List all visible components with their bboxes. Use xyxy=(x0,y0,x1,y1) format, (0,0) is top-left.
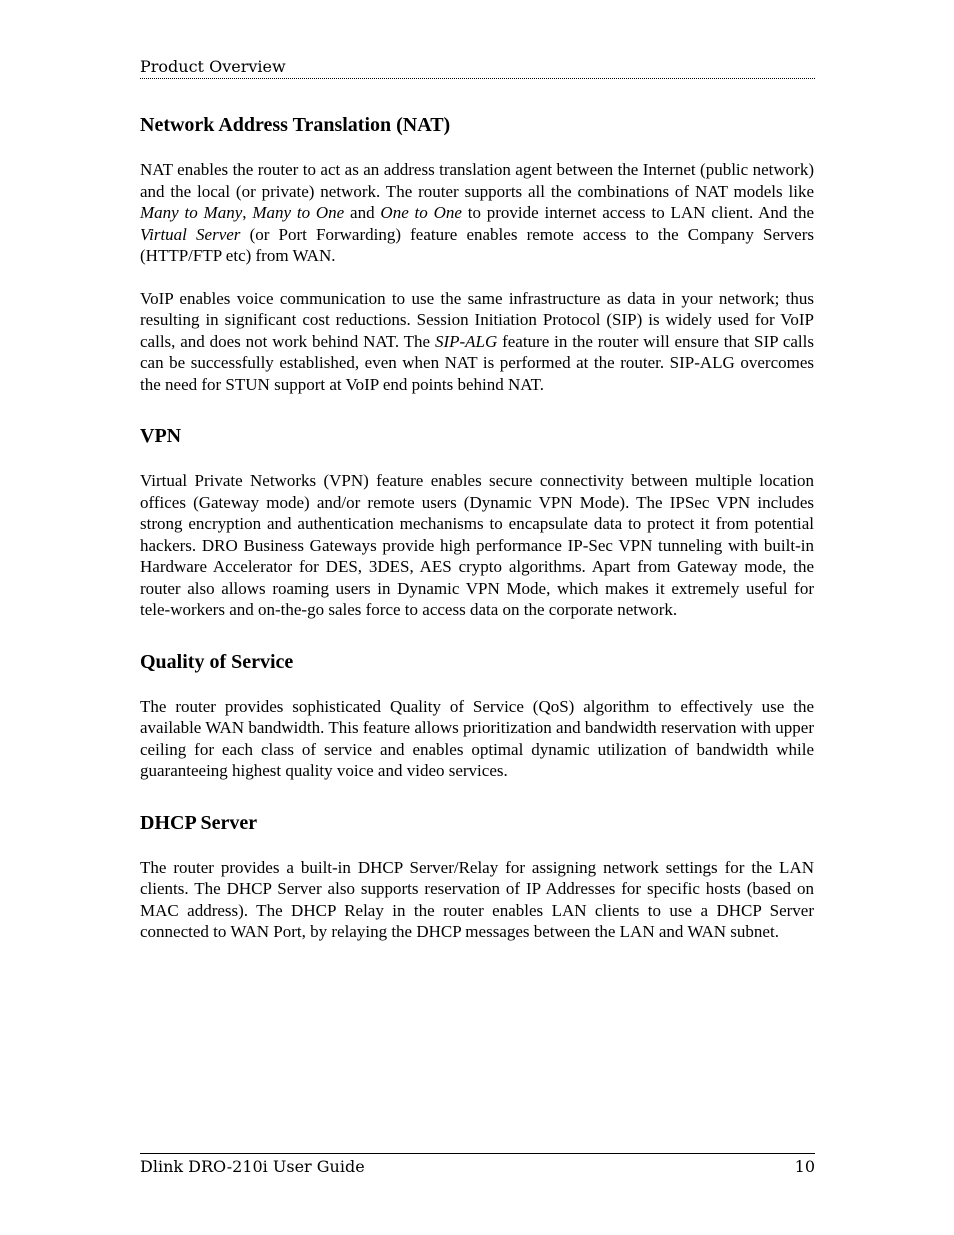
emphasis-one-to-one: One to One xyxy=(380,203,462,222)
page-number: 10 xyxy=(794,1157,815,1176)
text-run: to provide internet access to LAN client. And the xyxy=(461,203,815,222)
emphasis-virtual-server: Virtual Server xyxy=(140,224,241,244)
text-run: NAT enables the router to act as an address translation agent between the Internet (public network) and the local (or private) network. The router supports all the combinations of NAT models like xyxy=(140,160,814,201)
vpn-paragraph: Virtual Private Networks (VPN) feature enables secure connectivity between multiple location offices (Gateway mode) and/or remote users (Dynamic VPN Mode). The IPSec VPN includes strong encryption and authentication mechanisms to encapsulate data to protect it from potential hackers. DRO Business Gateways provide high performance IP-Sec VPN tunneling with built-in Hardware Accelerator for DES, 3DES, AES crypto algorithms. Apart from Gateway mode, the router also allows roaming users in Dynamic VPN Mode, which makes it extremely useful for tele-workers and on-the-go sales force to access data on the corporate network. xyxy=(140,471,814,619)
qos-paragraph: The router provides sophisticated Quality of Service (QoS) algorithm to effectively use the available WAN bandwidth. This feature allows prioritization and bandwidth reservation with upper ceiling for each class of service and enables optimal dynamic utilization of bandwidth while guaranteeing highest quality voice and video services. xyxy=(140,696,814,780)
section-title-nat: Network Address Translation (NAT) xyxy=(140,114,451,136)
nat-paragraph-1 xyxy=(140,159,814,267)
running-header: Product Overview xyxy=(140,57,815,79)
section-title-vpn: VPN xyxy=(140,425,182,447)
page-content xyxy=(140,113,814,964)
emphasis-many-to-one: Many to One xyxy=(252,203,345,222)
text-run: , xyxy=(242,203,253,222)
text-run: feature in the router will ensure that SIP calls can be successfully established, even when NAT is performed at the router. SIP-ALG overcomes the need for STUN support at VoIP end points behind NAT. xyxy=(140,331,814,394)
text-run: (or Port Forwarding) feature enables remote access to the Company Servers (HTTP/FTP etc) from WAN. xyxy=(140,224,814,265)
text-run: and xyxy=(344,203,381,222)
text-run: VoIP enables voice communication to use the same infrastructure as data in your network; thus resulting in significant cost reductions. Session Initiation Protocol (SIP) is widely used for VoIP calls, and does not work behind NAT. The xyxy=(140,288,814,351)
nat-paragraph-2 xyxy=(140,288,814,396)
section-title-dhcp: DHCP Server xyxy=(140,811,258,834)
dhcp-paragraph: The router provides a built-in DHCP Server/Relay for assigning network settings for the LAN clients. The DHCP Server also supports reservation of IP Addresses for specific hosts (based on MAC address). The DHCP Relay in the router enables LAN clients to use a DHCP Server connected to WAN Port, by relaying the DHCP messages between the LAN and WAN subnet. xyxy=(140,857,814,941)
section-title-qos: Quality of Service xyxy=(140,650,294,673)
footer-guide-title: Dlink DRO-210i User Guide xyxy=(140,1157,365,1176)
page-footer xyxy=(140,1153,815,1177)
emphasis-many-to-many: Many to Many xyxy=(140,203,243,222)
emphasis-sip-alg: SIP-ALG xyxy=(434,331,498,351)
